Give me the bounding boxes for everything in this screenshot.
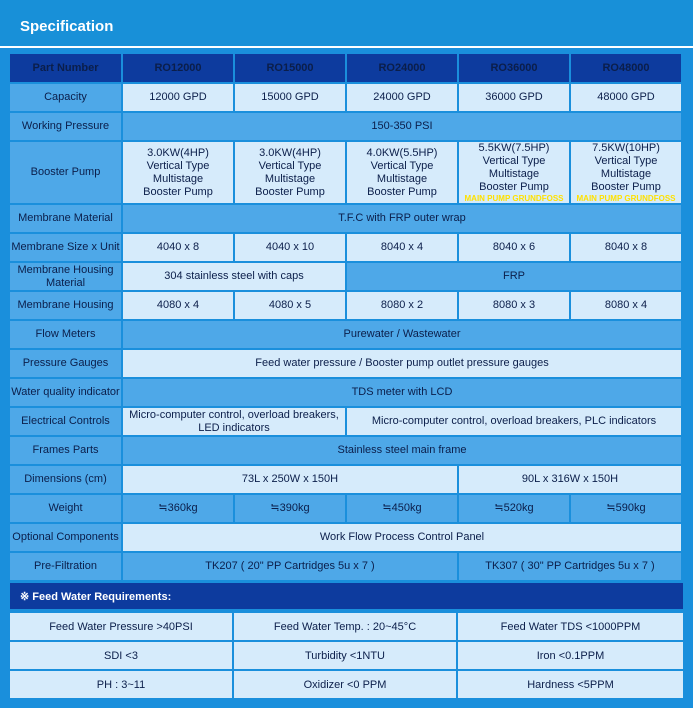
cell: Work Flow Process Control Panel: [123, 524, 681, 551]
title-divider: [0, 46, 693, 48]
cell: 36000 GPD: [459, 84, 569, 111]
membrane-housing-row: [10, 292, 681, 319]
row-label: Booster Pump: [10, 142, 121, 203]
spec-table: [8, 52, 683, 582]
pump-line: Vertical Type: [258, 159, 322, 172]
model-header: RO48000: [571, 54, 681, 82]
dimensions-row: [10, 466, 681, 493]
model-header: RO12000: [123, 54, 233, 82]
cell: 8080 x 3: [459, 292, 569, 319]
cell: 8080 x 2: [347, 292, 457, 319]
cell: 4040 x 10: [235, 234, 345, 261]
row-label: Electrical Controls: [10, 408, 121, 435]
cell: [123, 142, 233, 203]
pump-line: Multistage: [600, 168, 652, 180]
pump-line: Booster Pump: [479, 181, 549, 193]
requirement-cell: Oxidizer <0 PPM: [234, 671, 456, 698]
row-label: Weight: [10, 495, 121, 522]
membrane-material-row: [10, 205, 681, 232]
cell: ≒390kg: [235, 495, 345, 522]
pump-line: Vertical Type: [146, 159, 210, 172]
row-label: Optional Components: [10, 524, 121, 551]
row-label: Frames Parts: [10, 437, 121, 464]
pump-line: Booster Pump: [255, 185, 325, 198]
row-label: Capacity: [10, 84, 121, 111]
optional-row: [10, 524, 681, 551]
cell: ≒520kg: [459, 495, 569, 522]
cell: 8080 x 4: [571, 292, 681, 319]
cell: 24000 GPD: [347, 84, 457, 111]
requirement-cell: Feed Water Pressure >40PSI: [10, 613, 232, 640]
pump-line: 7.5KW(10HP): [592, 142, 660, 154]
cell: 8040 x 6: [459, 234, 569, 261]
header-label: Part Number: [10, 54, 121, 82]
pump-line: 4.0KW(5.5HP): [366, 146, 438, 159]
pump-line: 3.0KW(4HP): [259, 146, 321, 159]
cell: [235, 142, 345, 203]
row-label: Pre-Filtration: [10, 553, 121, 580]
pump-line: Vertical Type: [370, 159, 434, 172]
electrical-row: [10, 408, 681, 435]
cell: 150-350 PSI: [123, 113, 681, 140]
cell: 73L x 250W x 150H: [123, 466, 457, 493]
cell: [571, 142, 681, 203]
row-label: Working Pressure: [10, 113, 121, 140]
title-bar: [0, 0, 693, 48]
cell: 8040 x 4: [347, 234, 457, 261]
membrane-size-row: [10, 234, 681, 261]
requirements-row: [10, 642, 683, 669]
pump-brand-note: MAIN PUMP GRUNDFOSS: [576, 194, 676, 203]
pressure-gauges-row: [10, 350, 681, 377]
cell: Micro-computer control, overload breakers, PLC indicators: [347, 408, 681, 435]
cell: ≒590kg: [571, 495, 681, 522]
cell: TK307 ( 30" PP Cartridges 5u x 7 ): [459, 553, 681, 580]
row-label: Water quality indicator: [10, 379, 121, 406]
frames-row: [10, 437, 681, 464]
weight-row: [10, 495, 681, 522]
requirement-cell: SDI <3: [10, 642, 232, 669]
cell: 4080 x 4: [123, 292, 233, 319]
pump-line: Multistage: [376, 172, 428, 185]
cell: Feed water pressure / Booster pump outlet pressure gauges: [123, 350, 681, 377]
membrane-housing-material-row: [10, 263, 681, 290]
requirements-table: [8, 611, 685, 700]
row-label: Pressure Gauges: [10, 350, 121, 377]
cell: ≒360kg: [123, 495, 233, 522]
booster-pump-row: [10, 142, 681, 203]
requirements-title: ※ Feed Water Requirements:: [20, 591, 172, 603]
electrical-line: LED indicators: [198, 421, 270, 434]
row-label: Dimensions (cm): [10, 466, 121, 493]
model-header: RO24000: [347, 54, 457, 82]
cell: 12000 GPD: [123, 84, 233, 111]
row-label: Membrane Housing: [10, 292, 121, 319]
row-label: Membrane Size x Unit: [10, 234, 121, 261]
model-header: RO36000: [459, 54, 569, 82]
cell: TDS meter with LCD: [123, 379, 681, 406]
pump-line: Vertical Type: [482, 155, 546, 167]
pump-line: Booster Pump: [143, 185, 213, 198]
header-row: [10, 54, 681, 82]
cell: [123, 408, 345, 435]
cell: ≒450kg: [347, 495, 457, 522]
pump-brand-note: MAIN PUMP GRUNDFOSS: [464, 194, 564, 203]
cell: 8040 x 8: [571, 234, 681, 261]
requirements-header: [10, 583, 683, 609]
pump-line: Multistage: [152, 172, 204, 185]
row-label: Flow Meters: [10, 321, 121, 348]
cell: 90L x 316W x 150H: [459, 466, 681, 493]
requirement-cell: Turbidity <1NTU: [234, 642, 456, 669]
requirement-cell: Feed Water Temp. : 20~45°C: [234, 613, 456, 640]
cell: 4040 x 8: [123, 234, 233, 261]
row-label: Membrane Material: [10, 205, 121, 232]
cell: TK207 ( 20" PP Cartridges 5u x 7 ): [123, 553, 457, 580]
prefiltration-row: [10, 553, 681, 580]
water-quality-row: [10, 379, 681, 406]
pump-line: 3.0KW(4HP): [147, 146, 209, 159]
cell: 304 stainless steel with caps: [123, 263, 345, 290]
requirement-cell: Hardness <5PPM: [458, 671, 683, 698]
row-label: Membrane Housing Material: [10, 263, 121, 290]
cell: FRP: [347, 263, 681, 290]
requirement-cell: PH : 3~11: [10, 671, 232, 698]
model-header: RO15000: [235, 54, 345, 82]
pump-line: Vertical Type: [594, 155, 658, 167]
cell: T.F.C with FRP outer wrap: [123, 205, 681, 232]
pump-line: Multistage: [264, 172, 316, 185]
capacity-row: [10, 84, 681, 111]
cell: [347, 142, 457, 203]
cell: 48000 GPD: [571, 84, 681, 111]
requirements-row: [10, 671, 683, 698]
page-title: Specification: [20, 18, 114, 35]
requirements-row: [10, 613, 683, 640]
pump-line: Booster Pump: [591, 181, 661, 193]
cell: 15000 GPD: [235, 84, 345, 111]
cell: [459, 142, 569, 203]
cell: 4080 x 5: [235, 292, 345, 319]
electrical-line: Micro-computer control, overload breakers,: [129, 408, 339, 421]
pump-line: 5.5KW(7.5HP): [478, 142, 550, 154]
requirement-cell: Iron <0.1PPM: [458, 642, 683, 669]
pump-line: Multistage: [488, 168, 540, 180]
cell: Purewater / Wastewater: [123, 321, 681, 348]
requirement-cell: Feed Water TDS <1000PPM: [458, 613, 683, 640]
cell: Stainless steel main frame: [123, 437, 681, 464]
pump-line: Booster Pump: [367, 185, 437, 198]
flow-meters-row: [10, 321, 681, 348]
working-pressure-row: [10, 113, 681, 140]
